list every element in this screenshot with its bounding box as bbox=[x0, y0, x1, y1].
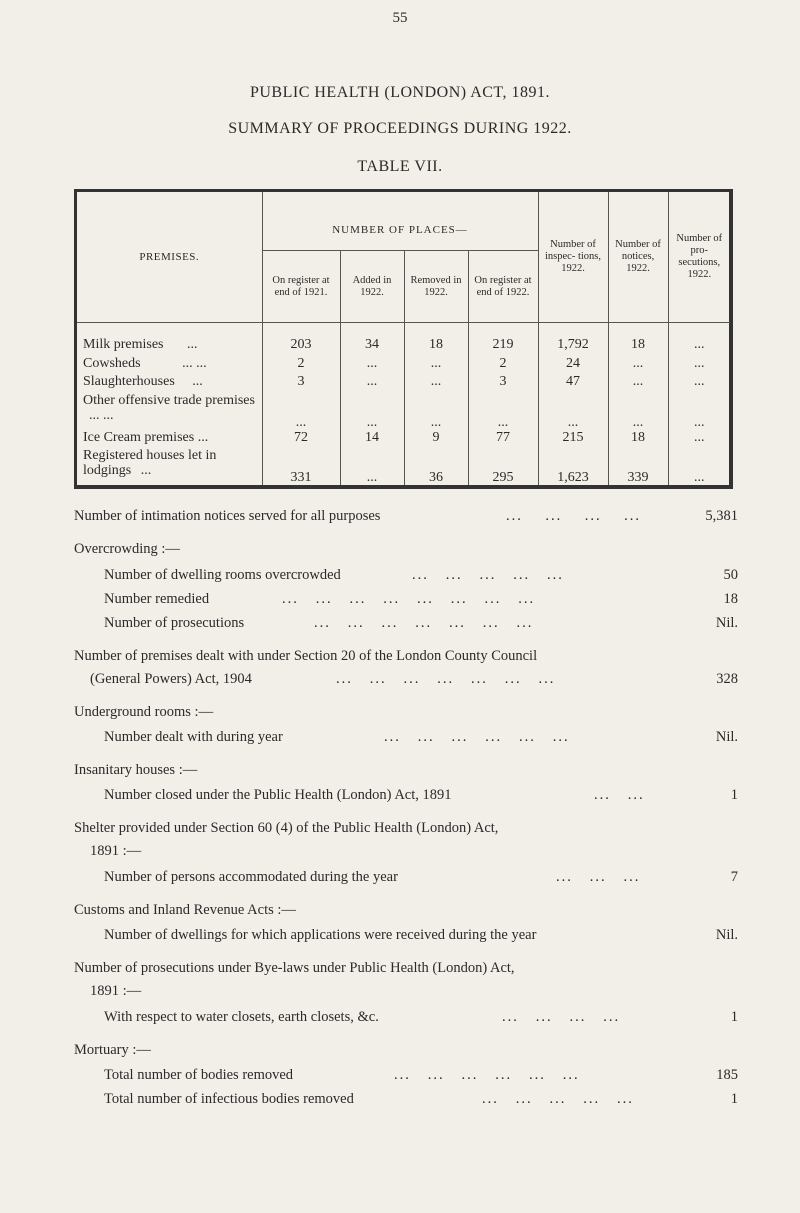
byelaws-line-2: 1891 :— bbox=[90, 983, 142, 999]
section20-line-1: Number of premises dealt with under Section 20 of the London County Council bbox=[74, 648, 538, 664]
intimation-value: 5,381 bbox=[705, 508, 738, 524]
row-label: Cowsheds ... ... bbox=[83, 355, 207, 371]
table-row bbox=[77, 337, 730, 356]
row-label: Milk premises ... bbox=[83, 337, 198, 352]
cell: 18 bbox=[608, 430, 668, 449]
cell: 72 bbox=[262, 430, 340, 449]
accommodated-line: Number of persons accommodated during the year ... ... ... 7 bbox=[104, 869, 738, 885]
cell: ... bbox=[668, 430, 730, 449]
cell: ... bbox=[668, 393, 730, 430]
cell: 77 bbox=[468, 430, 538, 449]
shelter-line-1: Shelter provided under Section 60 (4) of the Public Health (London) Act, bbox=[74, 820, 499, 836]
col-added-1922: Added in 1922. bbox=[340, 251, 404, 323]
col-prosecutions: Number of pro- secutions, 1922. bbox=[668, 192, 730, 323]
cell: 203 bbox=[262, 337, 340, 356]
cell: 14 bbox=[340, 430, 404, 449]
page-number: 55 bbox=[392, 10, 408, 26]
row-label: Registered houses let in lodgings ... bbox=[83, 448, 217, 478]
cell: ... bbox=[340, 374, 404, 393]
overcrowded-line: Number of dwelling rooms overcrowded ... ... ... ... ... 50 bbox=[104, 567, 738, 583]
row-label: Other offensive trade premises ... ... bbox=[83, 392, 255, 423]
cell: ... bbox=[340, 448, 404, 485]
cell: ... bbox=[668, 374, 730, 393]
table-row bbox=[77, 374, 730, 393]
intimation-line: Number of intimation notices served for all purposes ... ... ... ... 5,381 bbox=[74, 508, 738, 524]
byelaws-line-1: Number of prosecutions under Bye-laws under Public Health (London) Act, bbox=[74, 960, 515, 976]
cell: ... bbox=[608, 393, 668, 430]
cell: 24 bbox=[538, 356, 608, 375]
col-notices: Number of notices, 1922. bbox=[608, 192, 668, 323]
cell: 331 bbox=[262, 448, 340, 485]
cell: ... bbox=[608, 374, 668, 393]
places-group-header: NUMBER OF PLACES— bbox=[262, 192, 538, 251]
dwellings-line: Number of dwellings for which applications were received during the year Nil. bbox=[104, 927, 738, 943]
col-register-1921: On register at end of 1921. bbox=[262, 251, 340, 323]
act-title: PUBLIC HEALTH (LONDON) ACT, 1891. bbox=[249, 84, 551, 101]
prosecutions-line: Number of prosecutions ... ... ... ... ... ... ... Nil. bbox=[104, 615, 738, 631]
mortuary-heading: Mortuary :— bbox=[74, 1042, 151, 1058]
cell: 295 bbox=[468, 448, 538, 485]
cell: 2 bbox=[468, 356, 538, 375]
table-title: TABLE VII. bbox=[357, 158, 443, 175]
overcrowding-heading: Overcrowding :— bbox=[74, 541, 180, 557]
proceedings-table bbox=[74, 189, 733, 489]
cell: 9 bbox=[404, 430, 468, 449]
remedied-line: Number remedied ... ... ... ... ... ... ... ... 18 bbox=[104, 591, 738, 607]
cell: 339 bbox=[608, 448, 668, 485]
cell: 18 bbox=[404, 337, 468, 356]
closets-line: With respect to water closets, earth closets, &c. ... ... ... ... 1 bbox=[104, 1009, 738, 1025]
insanitary-heading: Insanitary houses :— bbox=[74, 762, 198, 778]
customs-heading: Customs and Inland Revenue Acts :— bbox=[74, 902, 296, 918]
underground-line: Number dealt with during year ... ... ... ... ... ... Nil. bbox=[104, 729, 738, 745]
cell: 219 bbox=[468, 337, 538, 356]
cell: 1,623 bbox=[538, 448, 608, 485]
cell: ... bbox=[340, 393, 404, 430]
table-row bbox=[77, 356, 730, 375]
col-removed-1922: Removed in 1922. bbox=[404, 251, 468, 323]
cell: ... bbox=[668, 337, 730, 356]
cell: ... bbox=[404, 374, 468, 393]
cell: 3 bbox=[468, 374, 538, 393]
shelter-line-2: 1891 :— bbox=[90, 843, 142, 859]
table-row bbox=[77, 448, 730, 485]
cell: 18 bbox=[608, 337, 668, 356]
cell: ... bbox=[538, 393, 608, 430]
bodies-line: Total number of bodies removed ... ... ... ... ... ... 185 bbox=[104, 1067, 738, 1083]
cell: ... bbox=[468, 393, 538, 430]
section20-line-2: (General Powers) Act, 1904 ... ... ... ... ... ... ... 328 bbox=[90, 671, 738, 687]
cell: 3 bbox=[262, 374, 340, 393]
cell: 1,792 bbox=[538, 337, 608, 356]
cell: ... bbox=[262, 393, 340, 430]
closed-line: Number closed under the Public Health (London) Act, 1891 ... ... 1 bbox=[104, 787, 738, 803]
cell: 215 bbox=[538, 430, 608, 449]
cell: 2 bbox=[262, 356, 340, 375]
underground-heading: Underground rooms :— bbox=[74, 704, 214, 720]
cell: ... bbox=[668, 448, 730, 485]
summary-title: SUMMARY OF PROCEEDINGS DURING 1922. bbox=[228, 120, 572, 137]
cell: ... bbox=[608, 356, 668, 375]
cell: ... bbox=[404, 356, 468, 375]
cell: ... bbox=[340, 356, 404, 375]
cell: 36 bbox=[404, 448, 468, 485]
table-row bbox=[77, 430, 730, 449]
row-label: Ice Cream premises ... bbox=[83, 429, 209, 445]
col-register-1922: On register at end of 1922. bbox=[468, 251, 538, 323]
premises-header: PREMISES. bbox=[77, 192, 262, 323]
cell: 34 bbox=[340, 337, 404, 356]
col-inspections: Number of inspec- tions, 1922. bbox=[538, 192, 608, 323]
cell: ... bbox=[668, 356, 730, 375]
cell: ... bbox=[404, 393, 468, 430]
table-row bbox=[77, 393, 730, 430]
infectious-line: Total number of infectious bodies removed ... ... ... ... ... 1 bbox=[104, 1091, 738, 1107]
table-body bbox=[77, 323, 730, 486]
row-label: Slaughterhouses ... bbox=[83, 374, 203, 389]
cell: 47 bbox=[538, 374, 608, 393]
